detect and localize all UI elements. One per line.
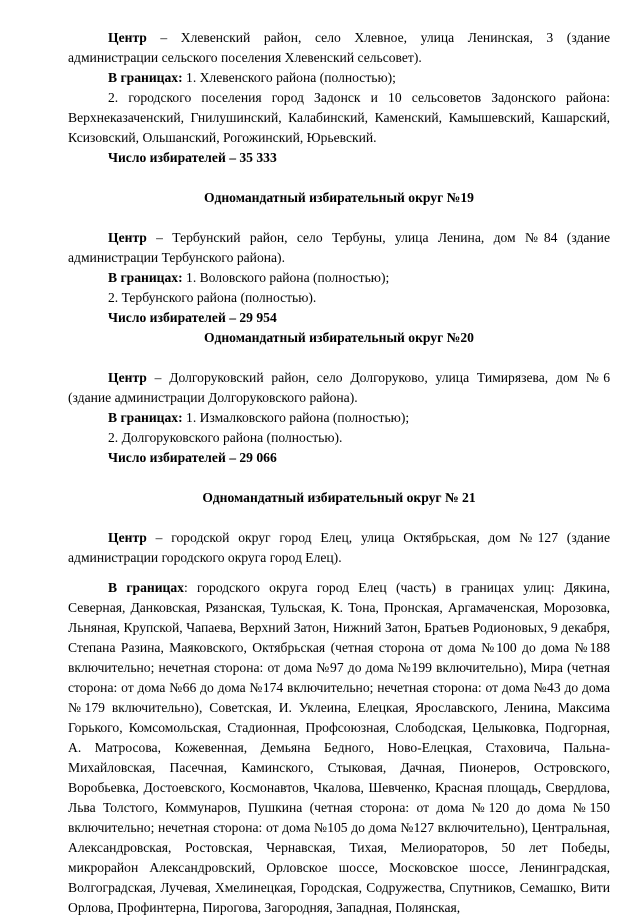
center-paragraph	[68, 228, 610, 268]
center-text: – Тербунский район, село Тербуны, улица Ленина, дом №84 (здание администрации Тербунского района).	[68, 230, 610, 265]
center-label: Центр	[108, 530, 147, 545]
center-paragraph	[68, 28, 610, 68]
bounds-streets-text: : городского округа город Елец (часть) в границах улиц: Дякина, Северная, Данковская, Рязанская, Тульская, К. Тона, Пронская, Аргамаченская, Морозовка, Льняная, Крупской, Чапаева, Верхний Затон, Нижний Затон, Братьев Родионовых, 9 декабря, Степана Разина, Маяковского, Октябрьская (четная сторона от дома №100 до дома №188 включительно; нечетная сторона: от дома №97 до дома №199 включительно), Мира (четная сторона: от дома №66 до дома №174 включительно; нечетная сторона: от дома №43 до дома №179 включительно), Советская, И. Уклеина, Елецкая, Ярославского, Ленина, Максима Горького, Комсомольская, Стадионная, Профсоюзная, Слободская, Целыковка, Подгорная, А. Матросова, Кожевенная, Демьяна Бедного, Ново-Елецкая, Стаховича, Пальна-Михайловская, Пасечная, Каминского, Стыковая, Дачная, Пионеров, Островского, Воробьевка, Достоевского, Космонавтов, Чкалова, Шевченко, Красная площадь, Свердлова, Льва Толстого, Коммунаров, Пушкина (четная сторона: от дома №120 до дома №150 включительно; нечетная сторона: от дома №105 до дома №127 включительно), Центральная, Александровская, Ростовская, Чернавская, Тихая, Мелиораторов, 50 лет Победы, микрорайон Александровский, Орловское шоссе, Московское шоссе, Ленинградская, Волгоградская, Лучевая, Хмелинецкая, Городская, Содружества, Спутников, Семашко, Вити Орлова, Профинтерна, Пирогова, Загородняя, Западная, Полянская,	[68, 580, 610, 915]
bounds-paragraph	[68, 408, 610, 428]
voters-count: Число избирателей – 29 066	[108, 450, 277, 465]
bounds-label: В границах:	[108, 410, 183, 425]
district-heading-21: Одномандатный избирательный округ № 21	[202, 490, 476, 505]
bounds-item-2: 2. Тербунского района (полностью).	[108, 290, 317, 305]
center-text: – Хлевенский район, село Хлевное, улица Ленинская, 3 (здание администрации сельского поселения Хлевенский сельсовет).	[68, 30, 610, 65]
bounds-paragraph	[68, 268, 610, 288]
bounds-label: В границах:	[108, 70, 183, 85]
center-paragraph	[68, 368, 610, 408]
center-label: Центр	[108, 30, 147, 45]
bounds-label: В границах:	[108, 270, 183, 285]
bounds-item-1: 1. Измалковского района (полностью);	[182, 410, 410, 425]
center-paragraph	[68, 528, 610, 568]
voters-count: Число избирателей – 35 333	[108, 150, 277, 165]
document-page	[68, 28, 610, 918]
bounds-paragraph	[68, 68, 610, 88]
center-label: Центр	[108, 230, 147, 245]
bounds-label: В границах	[108, 580, 184, 595]
bounds-item-2: 2. городского поселения город Задонск и 10 сельсоветов Задонского района: Верхнеказаченский, Гнилушинский, Калабинский, Каменский, Камышевский, Кашарский, Ксизовский, Ольшанский, Рогожинский, Юрьевский.	[68, 90, 610, 145]
bounds-item-2: 2. Долгоруковского района (полностью).	[108, 430, 343, 445]
voters-count: Число избирателей – 29 954	[108, 310, 277, 325]
district-heading-20: Одномандатный избирательный округ №20	[204, 330, 474, 345]
district-heading-19: Одномандатный избирательный округ №19	[204, 190, 474, 205]
bounds-item-1: 1. Воловского района (полностью);	[182, 270, 390, 285]
bounds-paragraph	[68, 578, 610, 918]
center-text: – Долгоруковский район, село Долгоруково, улица Тимирязева, дом №6 (здание администрации Долгоруковского района).	[68, 370, 610, 405]
center-text: – городской округ город Елец, улица Октябрьская, дом №127 (здание администрации городского округа город Елец).	[68, 530, 610, 565]
bounds-item-1: 1. Хлевенского района (полностью);	[182, 70, 396, 85]
center-label: Центр	[108, 370, 147, 385]
